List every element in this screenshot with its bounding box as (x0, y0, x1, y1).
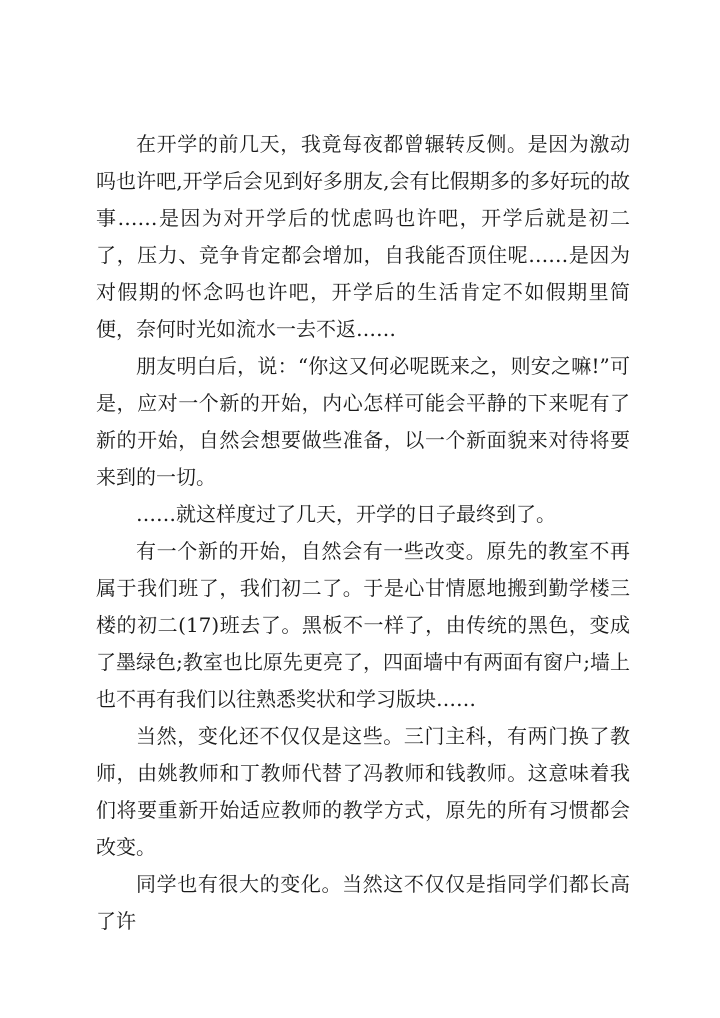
paragraph-4: 有一个新的开始，自然会有一些改变。原先的教室不再属于我们班了，我们初二了。于是心甘情愿地搬到勤学楼三楼的初二(17)班去了。黑板不一样了，由传统的黑色，变成了墨绿色;教室也比原先更亮了，四面墙中有两面有窗户;墙上也不再有我们以往熟悉奖状和学习版块…… (96, 539, 630, 711)
paragraph-2: 朋友明白后，说：“你这又何必呢既来之，则安之嘛!”可是，应对一个新的开始，内心怎样可能会平静的下来呢有了新的开始，自然会想要做些准备，以一个新面貌来对待将要来到的一切。 (96, 354, 630, 489)
paragraph-5: 当然，变化还不仅仅是这些。三门主科，有两门换了教师，由姚教师和丁教师代替了冯教师和钱教师。这意味着我们将要重新开始适应教师的教学方式，原先的所有习惯都会改变。 (96, 724, 630, 859)
paragraph-6: 同学也有很大的变化。当然这不仅仅是指同学们都长高了许 (96, 872, 630, 933)
paragraph-1: 在开学的前几天，我竟每夜都曾辗转反侧。是因为激动吗也许吧,开学后会见到好多朋友,会有比假期多的多好玩的故事……是因为对开学后的忧虑吗也许吧，开学后就是初二了，压力、竞争肯定都会增加，自我能否顶住呢……是因为对假期的怀念吗也许吧，开学后的生活肯定不如假期里简便，奈何时光如流水一去不返…… (96, 132, 630, 341)
document-page (96, 126, 630, 940)
paragraph-3: ……就这样度过了几天，开学的日子最终到了。 (136, 502, 556, 526)
